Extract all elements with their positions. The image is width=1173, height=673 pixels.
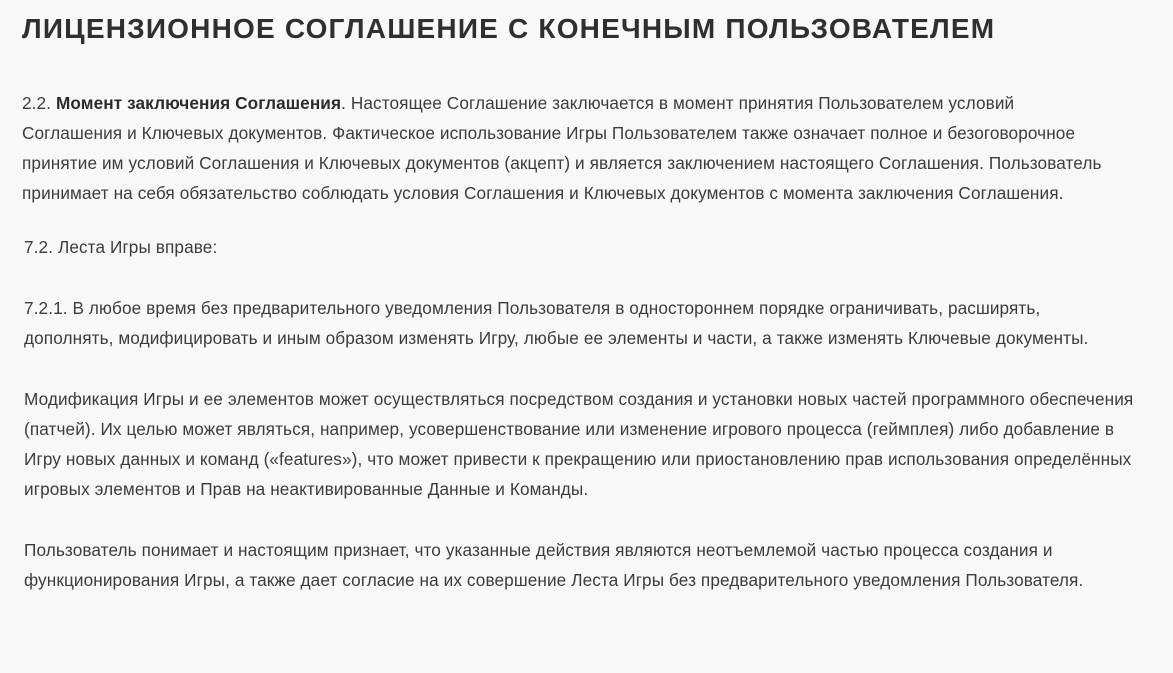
section-2-2-paragraph	[22, 88, 1112, 208]
section-2-2-text: . Настоящее Соглашение заключается в момент принятия Пользователем условий Соглашения и Ключевых документов. Фактическое использование Игры Пользователем также означает полное и безоговорочное принятие им условий Соглашения и Ключевых документов (акцепт) и является заключением настоящего Соглашения. Пользователь принимает на себя обязательство соблюдать условия Соглашения и Ключевых документов с момента заключения Соглашения.	[22, 93, 1102, 203]
section-7-2-1-paragraph: 7.2.1. В любое время без предварительного уведомления Пользователя в одностороннем порядке ограничивать, расширять, дополнять, модифицировать и иным образом изменять Игру, любые ее элементы и части, а также изменять Ключевые документы.	[24, 298, 1089, 348]
acknowledgement-paragraph: Пользователь понимает и настоящим признает, что указанные действия являются неотъемлемой частью процесса создания и функционирования Игры, а также дает согласие на их совершение Леста Игры без предварительного уведомления Пользователя.	[24, 540, 1084, 590]
section-2-2-number: 2.2.	[22, 93, 52, 113]
document-title: ЛИЦЕНЗИОННОЕ СОГЛАШЕНИЕ С КОНЕЧНЫМ ПОЛЬЗОВАТЕЛЕМ	[22, 13, 996, 44]
section-7-2-paragraph: 7.2. Леста Игры вправе:	[24, 237, 218, 257]
section-2-2-heading: Момент заключения Соглашения	[55, 93, 342, 113]
modification-paragraph: Модификация Игры и ее элементов может осуществляться посредством создания и установки новых частей программного обеспечения (патчей). Их целью может являться, например, усовершенствование или изменение игрового процесса (геймплея) либо добавление в Игру новых данных и команд («features»), что может привести к прекращению или приостановлению прав использования определённых игровых элементов и Прав на неактивированные Данные и Команды.	[24, 389, 1134, 499]
